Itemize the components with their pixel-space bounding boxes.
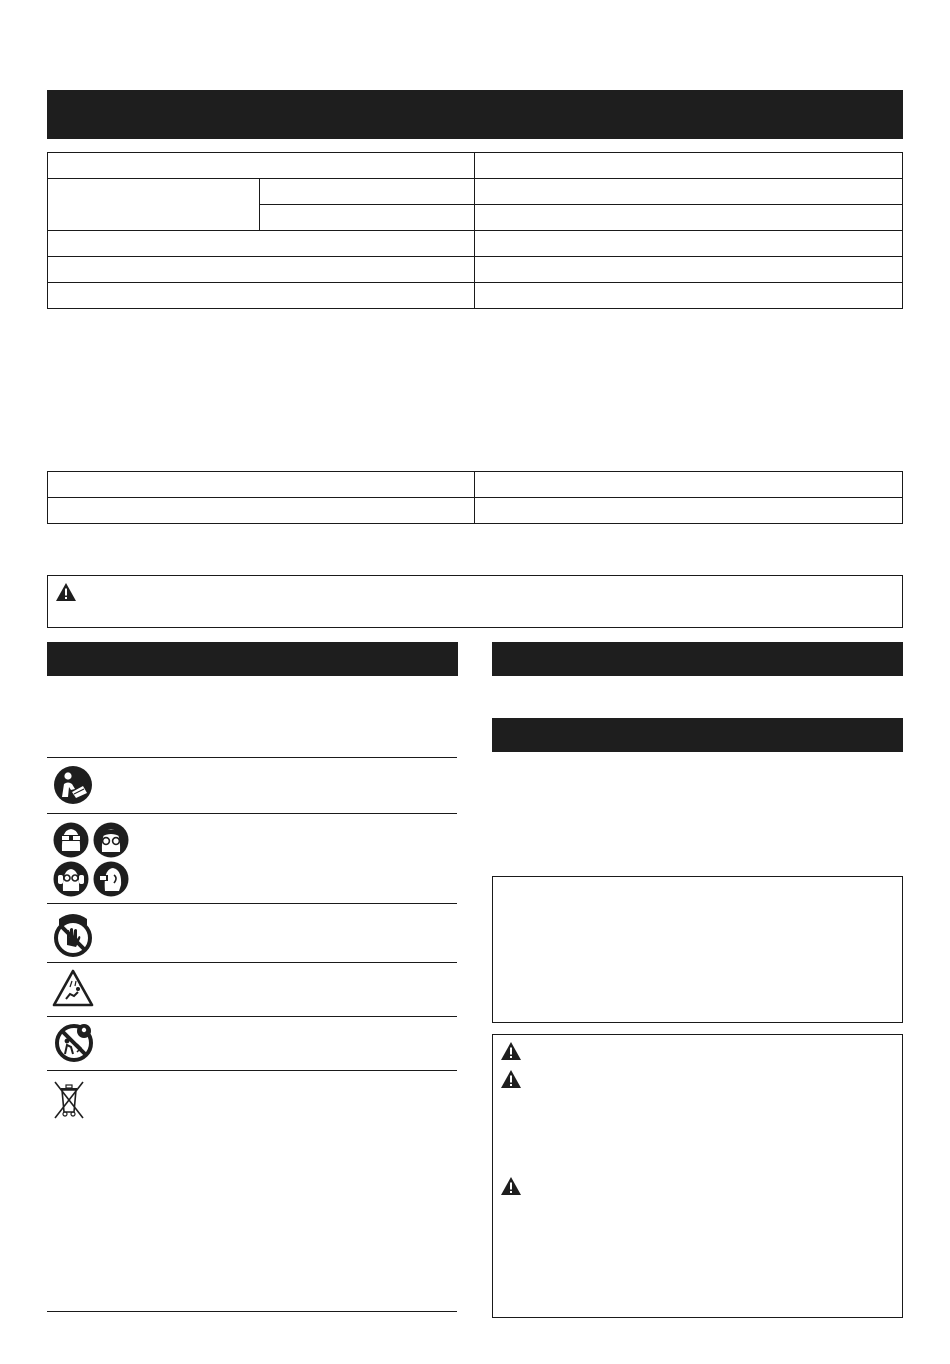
spec-label — [48, 283, 475, 309]
table-row — [48, 472, 903, 498]
divider — [47, 757, 457, 758]
symbols-section-bar — [47, 642, 458, 676]
divider — [47, 962, 457, 963]
table-row — [48, 231, 903, 257]
battery-label — [48, 472, 475, 498]
table-row — [48, 179, 903, 205]
spec-value — [475, 205, 903, 231]
spec-label — [48, 179, 260, 231]
weee-bin-icon — [52, 1080, 86, 1120]
safety-section-bar — [492, 718, 903, 752]
divider — [47, 1070, 457, 1071]
spec-value — [475, 179, 903, 205]
header-bar — [47, 90, 903, 139]
spec-table — [47, 152, 903, 306]
intended-use-section-bar — [492, 642, 903, 676]
spec-label — [48, 231, 475, 257]
spec-value — [475, 257, 903, 283]
divider — [47, 903, 457, 904]
battery-value — [475, 472, 903, 498]
warnings-box — [492, 1034, 903, 1318]
no-hands-near-icon — [53, 909, 93, 957]
spec-value — [475, 153, 903, 179]
eye-ear-protection-icon — [53, 822, 130, 896]
spec-sub-label — [260, 205, 475, 231]
spec-value — [475, 231, 903, 257]
battery-value — [475, 498, 903, 524]
spec-label — [48, 153, 475, 179]
falling-object-warning-icon — [52, 969, 94, 1007]
battery-table — [47, 471, 903, 522]
warning-triangle-icon — [55, 582, 77, 602]
table-row — [48, 153, 903, 179]
spec-sub-label — [260, 179, 475, 205]
warning-triangle-icon — [500, 1069, 522, 1089]
spec-label — [48, 257, 475, 283]
warning-triangle-icon — [500, 1176, 522, 1196]
divider — [47, 1311, 457, 1312]
warning-triangle-icon — [500, 1041, 522, 1061]
read-manual-icon — [53, 765, 93, 805]
battery-label — [48, 498, 475, 524]
table-row — [48, 498, 903, 524]
divider — [47, 1016, 457, 1017]
warning-box — [47, 575, 903, 628]
no-bystanders-icon — [53, 1022, 95, 1064]
spec-value — [475, 283, 903, 309]
notice-box — [492, 876, 903, 1023]
divider — [47, 813, 457, 814]
table-row — [48, 283, 903, 309]
table-row — [48, 257, 903, 283]
